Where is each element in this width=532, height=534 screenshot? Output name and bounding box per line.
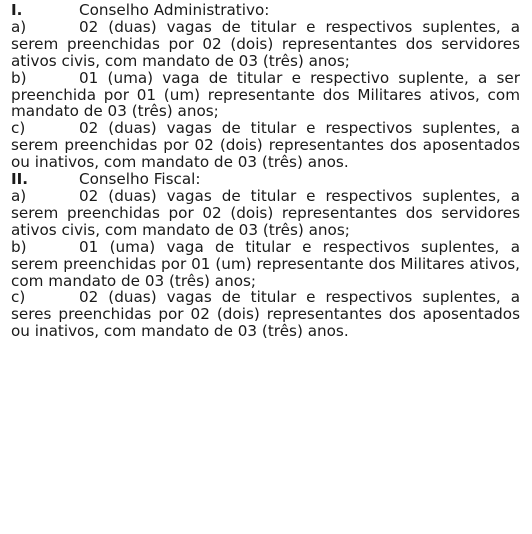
item-letter: b): [11, 68, 27, 87]
item-text: 02 (duas) vagas de titular e respectivos suplentes, a serem preenchidas por 02 (dois) representantes dos servidores ativos civis, com mandato de 03 (três) anos;: [11, 17, 520, 70]
section-heading-conselho-administrativo: [11, 2, 520, 19]
item-letter: a): [11, 17, 27, 36]
section-heading-conselho-fiscal: [11, 171, 520, 188]
item-text: 01 (uma) vaga de titular e respectivo suplente, a ser preenchida por 01 (um) representante dos Militares ativos, com mandato de 03 (três) anos;: [11, 68, 520, 121]
list-item: [11, 289, 520, 340]
item-letter: c): [11, 288, 26, 307]
section-numeral: I.: [11, 1, 23, 19]
document-body: [11, 2, 520, 340]
list-item: [11, 19, 520, 70]
item-letter: c): [11, 119, 26, 138]
section-title: Conselho Fiscal:: [79, 170, 201, 189]
list-item: [11, 70, 520, 121]
list-item: [11, 239, 520, 290]
list-item: [11, 120, 520, 171]
item-text: 02 (duas) vagas de titular e respectivos suplentes, a serem preenchidas por 02 (dois) representantes dos servidores ativos civis, com mandato de 03 (três) anos;: [11, 186, 520, 239]
section-title: Conselho Administrativo:: [79, 1, 270, 19]
section-numeral: II.: [11, 170, 29, 189]
item-letter: b): [11, 237, 27, 256]
list-item: [11, 188, 520, 239]
item-text: 02 (duas) vagas de titular e respectivos suplentes, a seres preenchidas por 02 (dois) representantes dos aposentados ou inativos, com mandato de 03 (três) anos.: [11, 288, 520, 341]
item-text: 01 (uma) vaga de titular e respectivos suplentes, a serem preenchidas por 01 (um) representante dos Militares ativos, com mandato de 03 (três) anos;: [11, 237, 520, 290]
item-letter: a): [11, 186, 27, 205]
item-text: 02 (duas) vagas de titular e respectivos suplentes, a serem preenchidas por 02 (dois) representantes dos aposentados ou inativos, com mandato de 03 (três) anos.: [11, 119, 520, 172]
